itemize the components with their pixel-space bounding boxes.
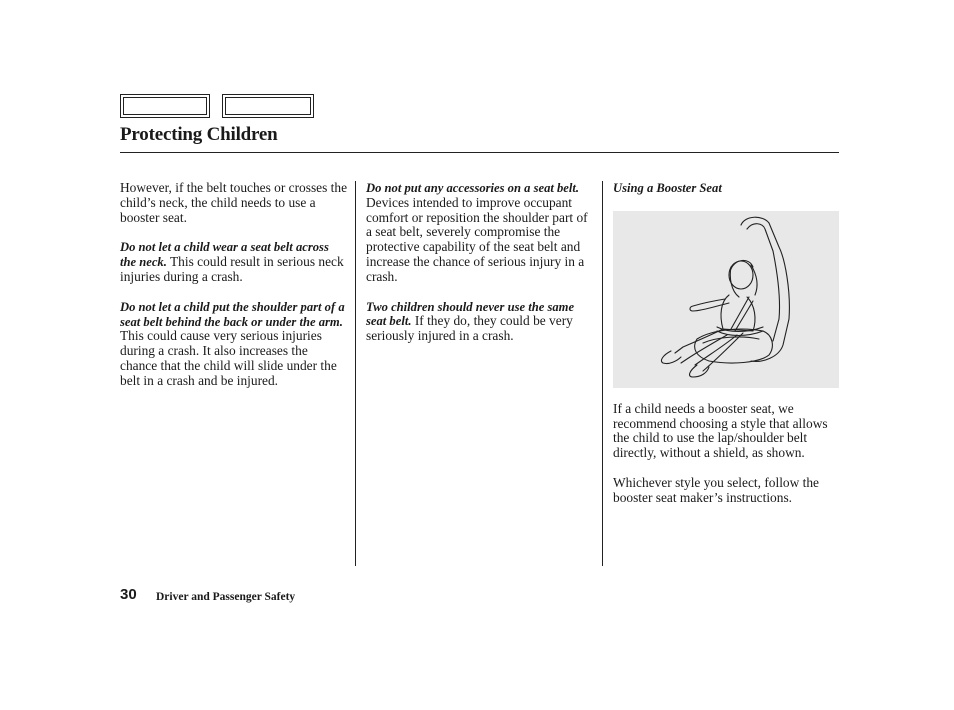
warning-lead: Do not let a child wear a seat belt across the neck. [120, 240, 329, 270]
paragraph-shoulder-belt-warning: Do not let a child put the shoulder part of a seat belt behind the back or under the arm. This could cause very serious injuries during a crash. It also increases the chance that the child will slide under the belt in a crash and be injured. [120, 299, 345, 388]
child-in-booster-seat-icon [613, 211, 839, 388]
warning-lead: Two children should never use the same seat belt. [366, 299, 575, 329]
paragraph-accessories-warning: Do not put any accessories on a seat belt. Devices intended to improve occupant comfort or reposition the shoulder part of a seat belt, severely compromise the protective capability of the seat belt and increase the chance of serious injury in a crash. [366, 181, 588, 284]
paragraph-belt-touches-neck: However, if the belt touches or crosses the child’s neck, the child needs to use a booster seat. [120, 180, 348, 225]
column-left [120, 181, 348, 404]
booster-seat-figure [613, 211, 839, 388]
figure-caption: Using a Booster Seat [613, 181, 722, 195]
header-tab-box-right [222, 94, 314, 118]
paragraph-neck-warning: Do not let a child wear a seat belt across the neck. This could result in serious neck injuries during a crash. [120, 240, 344, 284]
title-rule [120, 152, 839, 153]
section-name: Driver and Passenger Safety [156, 591, 296, 603]
header-tab-box-left [120, 94, 210, 118]
column-divider [355, 181, 356, 566]
paragraph-booster-instructions: Whichever style you select, follow the booster seat maker’s instructions. [613, 474, 819, 505]
paragraph-shared-belt-warning: Two children should never use the same seat belt. If they do, they could be very seriously injured in a crash. [366, 299, 575, 344]
column-middle [366, 181, 594, 359]
column-right [613, 181, 841, 521]
page-title: Protecting Children [120, 124, 278, 145]
paragraph-booster-recommendation: If a child needs a booster seat, we recommend choosing a style that allows the child to use the lap/shoulder belt directly, without a shield, as shown. [613, 400, 828, 461]
warning-lead: Do not put any accessories on a seat belt. [366, 181, 580, 195]
column-divider [602, 181, 603, 566]
page-number: 30 [120, 586, 137, 603]
warning-lead: Do not let a child put the shoulder part of a seat belt behind the back or under the arm. [120, 299, 345, 329]
